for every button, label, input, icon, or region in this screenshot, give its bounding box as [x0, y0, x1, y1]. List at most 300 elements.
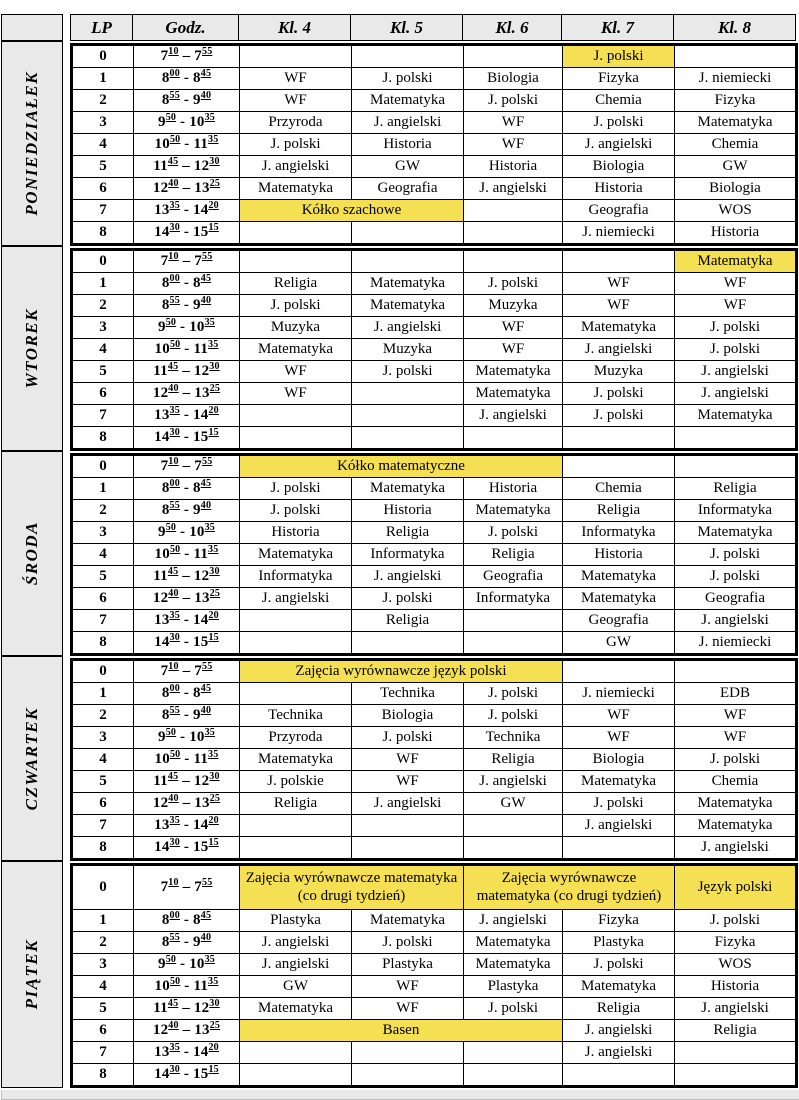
time-start-hour: 10: [154, 546, 170, 562]
header-band: [1, 14, 799, 41]
lesson-cell: WF: [464, 317, 563, 339]
time-start-hour: 11: [153, 568, 168, 584]
time-start-hour: 10: [154, 341, 170, 357]
time-cell: [134, 793, 240, 815]
lesson-cell: WF: [675, 273, 797, 295]
day-table: [70, 453, 798, 656]
time-start-hour: 7: [160, 48, 169, 64]
empty-lesson-cell: [352, 427, 464, 450]
time-start-hour: 13: [154, 202, 170, 218]
lesson-cell: Biologia: [563, 156, 675, 178]
time-start-minutes: 50: [165, 317, 177, 328]
lp-cell: 3: [72, 727, 134, 749]
time-cell: [134, 837, 240, 860]
time-cell: [134, 588, 240, 610]
day-label: [1, 451, 63, 656]
time-start-minutes: 35: [169, 610, 180, 621]
lesson-cell: Plastyka: [352, 954, 464, 976]
lp-cell: 2: [72, 932, 134, 954]
time-end-hour: 9: [193, 297, 201, 313]
empty-lesson-cell: [240, 632, 352, 655]
time-start-minutes: 55: [169, 500, 180, 511]
timetable-row: [72, 610, 797, 632]
time-cell: [134, 749, 240, 771]
time-cell: [134, 683, 240, 705]
time-end-hour: 11: [193, 751, 209, 767]
empty-lesson-cell: [675, 455, 797, 478]
lesson-cell: Matematyka: [563, 588, 675, 610]
time-separator: -: [179, 429, 194, 445]
time-end-minutes: 15: [208, 1064, 219, 1075]
time-end-hour: 7: [194, 458, 202, 474]
lesson-cell: Zajęcia wyrównawcze matematyka (co drugi tydzień): [464, 865, 675, 910]
lesson-cell: Matematyka: [352, 910, 464, 932]
lesson-cell: J. polski: [675, 317, 797, 339]
time-start-minutes: 00: [169, 683, 180, 694]
time-start-minutes: 10: [168, 877, 179, 888]
time-cell: [134, 815, 240, 837]
time-end-minutes: 40: [200, 500, 212, 511]
time-cell: [134, 455, 240, 478]
lesson-cell: Informatyka: [563, 522, 675, 544]
empty-lesson-cell: [352, 815, 464, 837]
lesson-cell: GW: [675, 156, 797, 178]
lesson-cell: J. angielski: [464, 771, 563, 793]
time-end-minutes: 15: [208, 837, 219, 848]
empty-lesson-cell: [464, 1064, 563, 1087]
lesson-cell: J. polski: [352, 68, 464, 90]
lesson-cell: WF: [352, 749, 464, 771]
lesson-cell: Chemia: [675, 771, 797, 793]
timetable-row: [72, 339, 797, 361]
lesson-cell: Religia: [464, 544, 563, 566]
time-end-hour: 11: [193, 341, 209, 357]
lesson-cell: Religia: [563, 998, 675, 1020]
time-end-minutes: 35: [208, 749, 219, 760]
lesson-cell: Matematyka: [352, 295, 464, 317]
lp-cell: 7: [72, 1042, 134, 1064]
lesson-cell: Religia: [464, 749, 563, 771]
time-separator: -: [179, 1044, 194, 1060]
time-end-minutes: 55: [202, 46, 213, 57]
lp-cell: 3: [72, 317, 134, 339]
lp-cell: 2: [72, 90, 134, 112]
lesson-cell: J. polski: [563, 45, 675, 68]
lesson-cell: Biologia: [563, 749, 675, 771]
timetable-row: [72, 455, 797, 478]
time-start-minutes: 10: [168, 456, 179, 467]
time-end-hour: 11: [193, 978, 209, 994]
lesson-cell: J. polski: [563, 112, 675, 134]
time-separator: -: [179, 480, 194, 496]
header-class-4: Kl. 4: [239, 15, 351, 41]
time-start-hour: 8: [161, 685, 170, 701]
time-cell: [134, 910, 240, 932]
time-separator: –: [178, 363, 194, 379]
lp-cell: 5: [72, 156, 134, 178]
timetable-row: [72, 200, 797, 222]
lesson-cell: J. angielski: [464, 178, 563, 200]
time-start-minutes: 50: [169, 134, 181, 145]
empty-lesson-cell: [464, 610, 563, 632]
time-start-minutes: 55: [169, 705, 180, 716]
time-cell: [134, 566, 240, 588]
lesson-cell: Religia: [240, 793, 352, 815]
lesson-cell: Matematyka: [240, 178, 352, 200]
timetable-row: [72, 273, 797, 295]
lesson-cell: J. polski: [563, 793, 675, 815]
lp-cell: 7: [72, 405, 134, 427]
time-end-hour: 13: [194, 795, 210, 811]
timetable-row: [72, 544, 797, 566]
time-cell: [134, 976, 240, 998]
time-end-hour: 10: [189, 524, 205, 540]
time-end-minutes: 25: [209, 178, 221, 189]
time-cell: [134, 1042, 240, 1064]
time-start-hour: 14: [154, 839, 170, 855]
time-cell: [134, 427, 240, 450]
timetable-row: [72, 383, 797, 405]
time-end-minutes: 40: [200, 932, 212, 943]
time-start-minutes: 10: [168, 251, 179, 262]
time-cell: [134, 250, 240, 273]
timetable-row: [72, 1064, 797, 1087]
time-start-hour: 13: [154, 817, 170, 833]
empty-lesson-cell: [240, 222, 352, 245]
time-separator: -: [180, 751, 194, 767]
column-gap: [63, 14, 70, 41]
time-cell: [134, 45, 240, 68]
time-start-hour: 11: [153, 1000, 168, 1016]
time-cell: [134, 295, 240, 317]
lp-cell: 1: [72, 273, 134, 295]
time-end-hour: 7: [194, 879, 202, 895]
lp-cell: 8: [72, 427, 134, 450]
time-start-hour: 8: [161, 912, 170, 928]
lesson-cell: J. angielski: [352, 317, 464, 339]
lesson-cell: Matematyka: [352, 273, 464, 295]
column-gap: [63, 41, 70, 246]
lesson-cell: Historia: [352, 500, 464, 522]
lesson-cell: WF: [464, 134, 563, 156]
time-start-hour: 14: [154, 1066, 170, 1082]
time-start-hour: 8: [161, 92, 170, 108]
timetable-row: [72, 683, 797, 705]
lesson-cell: J. angielski: [464, 405, 563, 427]
lesson-cell: Język polski: [675, 865, 797, 910]
lp-cell: 4: [72, 134, 134, 156]
day-table: [70, 43, 798, 246]
time-start-minutes: 35: [169, 1042, 180, 1053]
timetable-row: [72, 1042, 797, 1064]
lesson-cell: J. angielski: [675, 383, 797, 405]
lesson-cell: J. angielski: [352, 793, 464, 815]
time-separator: -: [180, 546, 194, 562]
lesson-cell: J. polski: [240, 295, 352, 317]
time-start-hour: 9: [157, 114, 166, 130]
lesson-cell: WF: [240, 383, 352, 405]
time-start-minutes: 45: [167, 566, 179, 577]
timetable-row: [72, 317, 797, 339]
empty-lesson-cell: [352, 632, 464, 655]
time-end-minutes: 55: [202, 251, 213, 262]
lp-cell: 7: [72, 200, 134, 222]
time-start-minutes: 50: [169, 544, 181, 555]
time-end-hour: 15: [193, 634, 209, 650]
empty-lesson-cell: [464, 837, 563, 860]
time-end-hour: 15: [193, 224, 209, 240]
time-separator: -: [179, 92, 194, 108]
time-end-minutes: 45: [200, 478, 212, 489]
lesson-cell: Geografia: [675, 588, 797, 610]
lesson-cell: J. niemiecki: [675, 68, 797, 90]
time-start-minutes: 30: [169, 1064, 180, 1075]
header-class-6: Kl. 6: [463, 15, 562, 41]
time-start-minutes: 50: [165, 954, 177, 965]
time-cell: [134, 317, 240, 339]
empty-lesson-cell: [352, 383, 464, 405]
lp-cell: 6: [72, 588, 134, 610]
lesson-cell: Informatyka: [240, 566, 352, 588]
time-start-minutes: 45: [167, 156, 179, 167]
lesson-cell: J. polski: [352, 361, 464, 383]
time-cell: [134, 134, 240, 156]
day-label: [1, 656, 63, 861]
empty-lesson-cell: [352, 222, 464, 245]
lesson-cell: Historia: [675, 976, 797, 998]
corner-cell: [1, 14, 63, 41]
lesson-cell: Muzyka: [240, 317, 352, 339]
time-end-minutes: 40: [200, 705, 212, 716]
time-end-hour: 14: [193, 407, 209, 423]
timetable-row: [72, 478, 797, 500]
day-label-text: PIĄTEK: [22, 939, 41, 1010]
day-table: [70, 863, 798, 1088]
time-cell: [134, 178, 240, 200]
lesson-cell: Biologia: [675, 178, 797, 200]
time-start-hour: 12: [152, 590, 169, 606]
lp-cell: 0: [72, 865, 134, 910]
timetable-row: [72, 815, 797, 837]
time-end-minutes: 25: [209, 588, 221, 599]
lesson-cell: WF: [464, 339, 563, 361]
bottom-strip: [1, 1090, 799, 1100]
time-end-minutes: 35: [208, 134, 219, 145]
lesson-cell: Matematyka: [240, 998, 352, 1020]
lp-cell: 4: [72, 544, 134, 566]
lesson-cell: Fizyka: [563, 68, 675, 90]
time-end-hour: 12: [193, 568, 210, 584]
lesson-cell: J. angielski: [563, 1042, 675, 1064]
empty-lesson-cell: [240, 837, 352, 860]
empty-lesson-cell: [464, 222, 563, 245]
days-container: [1, 41, 799, 1088]
timetable-row: [72, 705, 797, 727]
time-end-hour: 14: [193, 817, 209, 833]
lesson-cell: Kółko matematyczne: [240, 455, 563, 478]
time-start-hour: 9: [157, 956, 166, 972]
time-end-minutes: 15: [208, 427, 219, 438]
empty-lesson-cell: [563, 837, 675, 860]
empty-lesson-cell: [464, 427, 563, 450]
lesson-cell: Matematyka: [464, 500, 563, 522]
time-end-minutes: 20: [208, 1042, 219, 1053]
lesson-cell: J. polski: [464, 522, 563, 544]
time-start-hour: 7: [160, 879, 169, 895]
timetable-row: [72, 998, 797, 1020]
time-end-minutes: 45: [200, 910, 212, 921]
time-cell: [134, 610, 240, 632]
lesson-cell: J. angielski: [464, 910, 563, 932]
time-start-hour: 12: [152, 1022, 169, 1038]
header-class-5: Kl. 5: [351, 15, 463, 41]
time-separator: -: [179, 707, 194, 723]
lesson-cell: Historia: [464, 478, 563, 500]
time-end-minutes: 35: [204, 954, 216, 965]
lesson-cell: J. angielski: [675, 998, 797, 1020]
lesson-cell: J. polski: [464, 273, 563, 295]
lesson-cell: J. angielski: [352, 112, 464, 134]
lesson-cell: Matematyka: [675, 405, 797, 427]
lesson-cell: Geografia: [352, 178, 464, 200]
time-separator: -: [180, 978, 194, 994]
day-table: [70, 248, 798, 451]
lesson-cell: GW: [563, 632, 675, 655]
lesson-cell: Matematyka: [675, 815, 797, 837]
empty-lesson-cell: [352, 250, 464, 273]
timetable-row: [72, 632, 797, 655]
time-end-minutes: 55: [202, 456, 213, 467]
lesson-cell: Religia: [563, 500, 675, 522]
time-cell: [134, 544, 240, 566]
time-separator: –: [178, 1000, 194, 1016]
empty-lesson-cell: [464, 632, 563, 655]
lesson-cell: J. polski: [675, 749, 797, 771]
empty-lesson-cell: [352, 45, 464, 68]
lesson-cell: Matematyka: [675, 112, 797, 134]
empty-lesson-cell: [563, 660, 675, 683]
time-cell: [134, 632, 240, 655]
empty-lesson-cell: [240, 815, 352, 837]
time-end-hour: 10: [189, 319, 205, 335]
lesson-cell: Chemia: [563, 90, 675, 112]
timetable-row: [72, 837, 797, 860]
timetable-row: [72, 910, 797, 932]
time-separator: –: [178, 663, 195, 679]
time-end-hour: 11: [193, 136, 209, 152]
time-end-hour: 13: [194, 180, 210, 196]
time-end-minutes: 15: [208, 222, 219, 233]
time-cell: [134, 932, 240, 954]
lesson-cell: Chemia: [563, 478, 675, 500]
lesson-cell: Geografia: [563, 610, 675, 632]
time-cell: [134, 727, 240, 749]
time-end-minutes: 35: [204, 317, 216, 328]
lesson-cell: J. angielski: [352, 566, 464, 588]
time-end-minutes: 30: [209, 361, 220, 372]
time-start-hour: 14: [154, 634, 170, 650]
lesson-cell: Basen: [240, 1020, 563, 1042]
time-separator: -: [179, 502, 194, 518]
time-start-hour: 14: [154, 224, 170, 240]
time-separator: –: [178, 385, 195, 401]
lesson-cell: J. polski: [352, 588, 464, 610]
lesson-cell: Chemia: [675, 134, 797, 156]
lp-cell: 5: [72, 566, 134, 588]
time-start-hour: 7: [160, 458, 169, 474]
lesson-cell: WF: [563, 705, 675, 727]
timetable-row: [72, 361, 797, 383]
lesson-cell: Biologia: [352, 705, 464, 727]
time-cell: [134, 954, 240, 976]
time-separator: -: [179, 634, 194, 650]
lesson-cell: Matematyka: [563, 771, 675, 793]
lesson-cell: WOS: [675, 200, 797, 222]
lesson-cell: J. polski: [352, 727, 464, 749]
timetable-row: [72, 793, 797, 815]
timetable-row: [72, 405, 797, 427]
time-end-minutes: 35: [204, 112, 216, 123]
timetable-row: [72, 932, 797, 954]
lesson-cell: Religia: [675, 478, 797, 500]
time-end-hour: 7: [194, 48, 202, 64]
lesson-cell: WF: [352, 976, 464, 998]
day-table: [70, 658, 798, 861]
empty-lesson-cell: [675, 1042, 797, 1064]
time-start-minutes: 50: [165, 522, 177, 533]
lesson-cell: J. polski: [240, 134, 352, 156]
time-separator: –: [178, 590, 195, 606]
timetable-row: [72, 68, 797, 90]
lp-cell: 7: [72, 815, 134, 837]
lp-cell: 6: [72, 1020, 134, 1042]
time-start-minutes: 35: [169, 405, 180, 416]
time-start-minutes: 45: [167, 361, 179, 372]
lesson-cell: Historia: [675, 222, 797, 245]
lesson-cell: J. angielski: [563, 815, 675, 837]
time-cell: [134, 500, 240, 522]
lesson-cell: J. polski: [240, 478, 352, 500]
time-start-hour: 8: [161, 502, 170, 518]
lp-cell: 8: [72, 1064, 134, 1087]
time-cell: [134, 273, 240, 295]
time-cell: [134, 1020, 240, 1042]
lesson-cell: J. angielski: [675, 610, 797, 632]
day-label: [1, 246, 63, 451]
lesson-cell: J. angielski: [240, 954, 352, 976]
time-start-minutes: 10: [168, 661, 179, 672]
time-separator: -: [179, 202, 194, 218]
lesson-cell: Fizyka: [675, 932, 797, 954]
empty-lesson-cell: [563, 1064, 675, 1087]
column-gap: [63, 861, 70, 1088]
time-start-hour: 7: [160, 253, 169, 269]
day-label: [1, 41, 63, 246]
empty-lesson-cell: [464, 250, 563, 273]
header-lp: LP: [71, 15, 133, 41]
lp-cell: 6: [72, 178, 134, 200]
time-end-hour: 12: [193, 773, 210, 789]
timetable-row: [72, 134, 797, 156]
lesson-cell: Informatyka: [464, 588, 563, 610]
day-band: [1, 861, 799, 1088]
time-end-minutes: 45: [200, 68, 212, 79]
time-cell: [134, 156, 240, 178]
time-separator: -: [179, 1066, 194, 1082]
time-separator: -: [176, 319, 190, 335]
lp-cell: 0: [72, 45, 134, 68]
lesson-cell: WF: [675, 705, 797, 727]
